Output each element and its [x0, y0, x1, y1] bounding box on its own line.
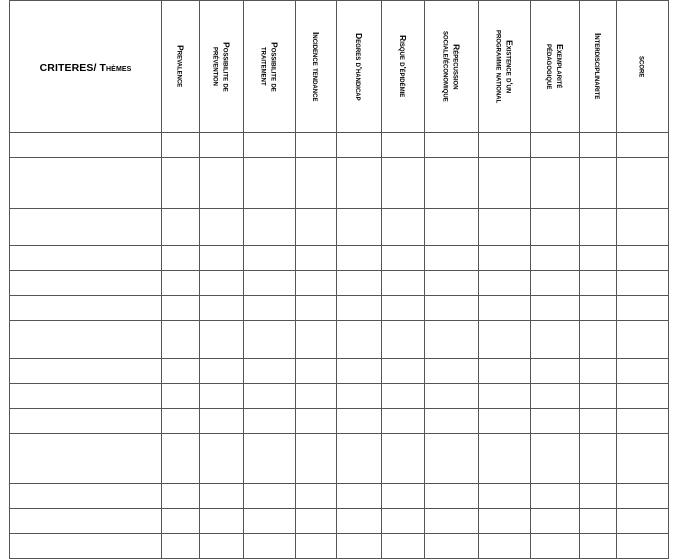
- score-cell[interactable]: [479, 509, 531, 534]
- score-cell[interactable]: [244, 384, 296, 409]
- score-cell[interactable]: [200, 484, 244, 509]
- score-cell[interactable]: [617, 434, 669, 484]
- score-cell[interactable]: [531, 384, 580, 409]
- score-cell[interactable]: [479, 246, 531, 271]
- table-row: [10, 158, 669, 209]
- score-cell[interactable]: [244, 158, 296, 209]
- score-cell[interactable]: [531, 484, 580, 509]
- column-header-score: [617, 1, 669, 133]
- theme-cell[interactable]: [10, 384, 162, 409]
- score-cell[interactable]: [531, 321, 580, 359]
- column-header-programme-national: [479, 1, 531, 133]
- score-cell[interactable]: [382, 271, 425, 296]
- column-header-degres-handicap: [337, 1, 382, 133]
- score-cell[interactable]: [382, 534, 425, 559]
- score-cell[interactable]: [580, 158, 617, 209]
- score-cell[interactable]: [244, 434, 296, 484]
- score-cell[interactable]: [162, 209, 200, 246]
- column-header-possibilite-traitement: [244, 1, 296, 133]
- score-cell[interactable]: [200, 246, 244, 271]
- score-cell[interactable]: [617, 246, 669, 271]
- score-cell[interactable]: [296, 384, 337, 409]
- score-cell[interactable]: [580, 409, 617, 434]
- column-header-prevalence: [162, 1, 200, 133]
- score-cell[interactable]: [479, 133, 531, 158]
- score-cell[interactable]: [162, 133, 200, 158]
- score-cell[interactable]: [200, 296, 244, 321]
- score-cell[interactable]: [382, 296, 425, 321]
- score-cell[interactable]: [296, 359, 337, 384]
- score-cell[interactable]: [244, 271, 296, 296]
- theme-cell[interactable]: [10, 271, 162, 296]
- theme-cell[interactable]: [10, 158, 162, 209]
- theme-cell[interactable]: [10, 434, 162, 484]
- criteria-table: [9, 0, 669, 559]
- score-cell[interactable]: [580, 321, 617, 359]
- score-cell[interactable]: [296, 133, 337, 158]
- score-cell[interactable]: [337, 321, 382, 359]
- score-cell[interactable]: [580, 359, 617, 384]
- score-cell[interactable]: [337, 534, 382, 559]
- theme-cell[interactable]: [10, 534, 162, 559]
- column-header-label: Possibilite de prévention: [211, 41, 232, 92]
- score-cell[interactable]: [425, 534, 479, 559]
- score-cell[interactable]: [617, 409, 669, 434]
- score-cell[interactable]: [531, 158, 580, 209]
- score-cell[interactable]: [337, 246, 382, 271]
- score-cell[interactable]: [296, 246, 337, 271]
- score-cell[interactable]: [479, 409, 531, 434]
- score-cell[interactable]: [479, 271, 531, 296]
- score-cell[interactable]: [580, 296, 617, 321]
- column-header-label: Risque d'épidémie: [398, 35, 408, 98]
- score-cell[interactable]: [244, 534, 296, 559]
- score-cell[interactable]: [296, 484, 337, 509]
- score-cell[interactable]: [479, 296, 531, 321]
- theme-cell[interactable]: [10, 296, 162, 321]
- score-cell[interactable]: [531, 133, 580, 158]
- score-cell[interactable]: [425, 158, 479, 209]
- score-cell[interactable]: [244, 209, 296, 246]
- score-cell[interactable]: [200, 158, 244, 209]
- score-cell[interactable]: [162, 434, 200, 484]
- score-cell[interactable]: [162, 359, 200, 384]
- score-cell[interactable]: [531, 359, 580, 384]
- score-cell[interactable]: [337, 409, 382, 434]
- criteria-header-label: CRITERES/ Thèmes: [39, 61, 132, 74]
- table-row: [10, 321, 669, 359]
- score-cell[interactable]: [296, 321, 337, 359]
- score-cell[interactable]: [531, 209, 580, 246]
- column-header-label: Incidence tendance: [311, 31, 321, 102]
- column-header-label: Exemplarité pédagogique: [545, 43, 565, 90]
- score-cell[interactable]: [580, 484, 617, 509]
- theme-cell[interactable]: [10, 246, 162, 271]
- score-cell[interactable]: [200, 434, 244, 484]
- column-header-label: Degres d'handicap: [354, 32, 364, 101]
- column-header-possibilite-prevention: [200, 1, 244, 133]
- score-cell[interactable]: [382, 359, 425, 384]
- score-cell[interactable]: [296, 296, 337, 321]
- score-cell[interactable]: [425, 409, 479, 434]
- score-cell[interactable]: [162, 384, 200, 409]
- table-row: [10, 484, 669, 509]
- score-cell[interactable]: [296, 534, 337, 559]
- score-cell[interactable]: [479, 534, 531, 559]
- table-row: [10, 434, 669, 484]
- score-cell[interactable]: [244, 296, 296, 321]
- score-cell[interactable]: [531, 509, 580, 534]
- theme-cell[interactable]: [10, 133, 162, 158]
- score-cell[interactable]: [337, 158, 382, 209]
- score-cell[interactable]: [337, 434, 382, 484]
- score-cell[interactable]: [617, 321, 669, 359]
- table-body: [10, 133, 669, 559]
- score-cell[interactable]: [425, 296, 479, 321]
- score-cell[interactable]: [425, 209, 479, 246]
- score-cell[interactable]: [200, 209, 244, 246]
- score-cell[interactable]: [200, 271, 244, 296]
- score-cell[interactable]: [337, 384, 382, 409]
- table-row: [10, 509, 669, 534]
- score-cell[interactable]: [382, 434, 425, 484]
- score-cell[interactable]: [244, 321, 296, 359]
- table-row: [10, 534, 669, 559]
- header-row: [10, 1, 669, 133]
- column-header-label: Possibilite de traitement: [259, 41, 280, 92]
- column-header-repercussion: [425, 1, 479, 133]
- score-cell[interactable]: [200, 409, 244, 434]
- column-header-label: Interdisciplinarite: [593, 33, 603, 100]
- score-cell[interactable]: [162, 534, 200, 559]
- score-cell[interactable]: [244, 246, 296, 271]
- column-header-label: Prevalence: [175, 45, 186, 88]
- score-cell[interactable]: [337, 509, 382, 534]
- theme-cell[interactable]: [10, 409, 162, 434]
- column-header-risque-epidemie: [382, 1, 425, 133]
- score-cell[interactable]: [296, 209, 337, 246]
- score-cell[interactable]: [580, 534, 617, 559]
- score-cell[interactable]: [425, 434, 479, 484]
- score-cell[interactable]: [382, 321, 425, 359]
- score-cell[interactable]: [382, 484, 425, 509]
- table-row: [10, 409, 669, 434]
- score-cell[interactable]: [580, 246, 617, 271]
- table-row: [10, 133, 669, 158]
- score-cell[interactable]: [580, 133, 617, 158]
- score-cell[interactable]: [479, 484, 531, 509]
- column-header-exemplarite: [531, 1, 580, 133]
- score-cell[interactable]: [337, 271, 382, 296]
- score-cell[interactable]: [296, 158, 337, 209]
- score-cell[interactable]: [200, 384, 244, 409]
- column-header-incidence-tendance: [296, 1, 337, 133]
- score-cell[interactable]: [200, 534, 244, 559]
- score-cell[interactable]: [617, 359, 669, 384]
- score-cell[interactable]: [580, 209, 617, 246]
- theme-cell[interactable]: [10, 359, 162, 384]
- score-cell[interactable]: [479, 321, 531, 359]
- score-cell[interactable]: [162, 246, 200, 271]
- score-cell[interactable]: [162, 409, 200, 434]
- score-cell[interactable]: [200, 359, 244, 384]
- theme-cell[interactable]: [10, 321, 162, 359]
- theme-cell[interactable]: [10, 209, 162, 246]
- score-cell[interactable]: [425, 321, 479, 359]
- score-cell[interactable]: [162, 296, 200, 321]
- score-cell[interactable]: [580, 434, 617, 484]
- table-row: [10, 296, 669, 321]
- score-cell[interactable]: [531, 271, 580, 296]
- theme-cell[interactable]: [10, 484, 162, 509]
- criteria-header-cell: [10, 1, 162, 133]
- score-cell[interactable]: [479, 209, 531, 246]
- score-cell[interactable]: [244, 509, 296, 534]
- score-cell[interactable]: [617, 509, 669, 534]
- score-cell[interactable]: [617, 296, 669, 321]
- score-cell[interactable]: [337, 484, 382, 509]
- score-cell[interactable]: [617, 484, 669, 509]
- score-cell[interactable]: [244, 359, 296, 384]
- score-cell[interactable]: [244, 133, 296, 158]
- score-cell[interactable]: [479, 384, 531, 409]
- score-cell[interactable]: [382, 209, 425, 246]
- score-cell[interactable]: [200, 321, 244, 359]
- table-row: [10, 271, 669, 296]
- score-cell[interactable]: [337, 359, 382, 384]
- score-cell[interactable]: [200, 509, 244, 534]
- score-cell[interactable]: [296, 434, 337, 484]
- score-cell[interactable]: [425, 484, 479, 509]
- score-cell[interactable]: [296, 271, 337, 296]
- score-cell[interactable]: [531, 246, 580, 271]
- score-cell[interactable]: [425, 246, 479, 271]
- score-cell[interactable]: [337, 296, 382, 321]
- score-cell[interactable]: [531, 434, 580, 484]
- score-cell[interactable]: [337, 209, 382, 246]
- table-row: [10, 209, 669, 246]
- score-cell[interactable]: [162, 271, 200, 296]
- score-cell[interactable]: [382, 384, 425, 409]
- score-cell[interactable]: [425, 509, 479, 534]
- score-cell[interactable]: [244, 484, 296, 509]
- score-cell[interactable]: [425, 271, 479, 296]
- score-cell[interactable]: [337, 133, 382, 158]
- column-header-label: Répecussion sociale/économique: [441, 31, 462, 102]
- column-header-interdisciplinarite: [580, 1, 617, 133]
- score-cell[interactable]: [244, 409, 296, 434]
- score-cell[interactable]: [531, 409, 580, 434]
- score-cell[interactable]: [479, 359, 531, 384]
- score-cell[interactable]: [382, 246, 425, 271]
- score-cell[interactable]: [382, 158, 425, 209]
- score-cell[interactable]: [617, 158, 669, 209]
- score-cell[interactable]: [425, 133, 479, 158]
- table-row: [10, 359, 669, 384]
- score-cell[interactable]: [425, 384, 479, 409]
- score-cell[interactable]: [531, 534, 580, 559]
- score-cell[interactable]: [617, 271, 669, 296]
- score-cell[interactable]: [382, 133, 425, 158]
- score-cell[interactable]: [531, 296, 580, 321]
- score-cell[interactable]: [162, 321, 200, 359]
- score-cell[interactable]: [296, 409, 337, 434]
- theme-cell[interactable]: [10, 509, 162, 534]
- score-cell[interactable]: [382, 409, 425, 434]
- column-header-label: Existence d'un programme national: [494, 29, 515, 104]
- score-cell[interactable]: [479, 434, 531, 484]
- table-row: [10, 384, 669, 409]
- score-cell[interactable]: [617, 209, 669, 246]
- score-cell[interactable]: [296, 509, 337, 534]
- table-row: [10, 246, 669, 271]
- column-header-label: score: [637, 55, 648, 78]
- score-cell[interactable]: [162, 158, 200, 209]
- score-cell[interactable]: [580, 509, 617, 534]
- score-cell[interactable]: [580, 384, 617, 409]
- score-cell[interactable]: [382, 509, 425, 534]
- score-cell[interactable]: [617, 384, 669, 409]
- score-cell[interactable]: [162, 509, 200, 534]
- score-cell[interactable]: [617, 534, 669, 559]
- score-cell[interactable]: [425, 359, 479, 384]
- score-cell[interactable]: [162, 484, 200, 509]
- score-cell[interactable]: [479, 158, 531, 209]
- score-cell[interactable]: [580, 271, 617, 296]
- score-cell[interactable]: [200, 133, 244, 158]
- score-cell[interactable]: [617, 133, 669, 158]
